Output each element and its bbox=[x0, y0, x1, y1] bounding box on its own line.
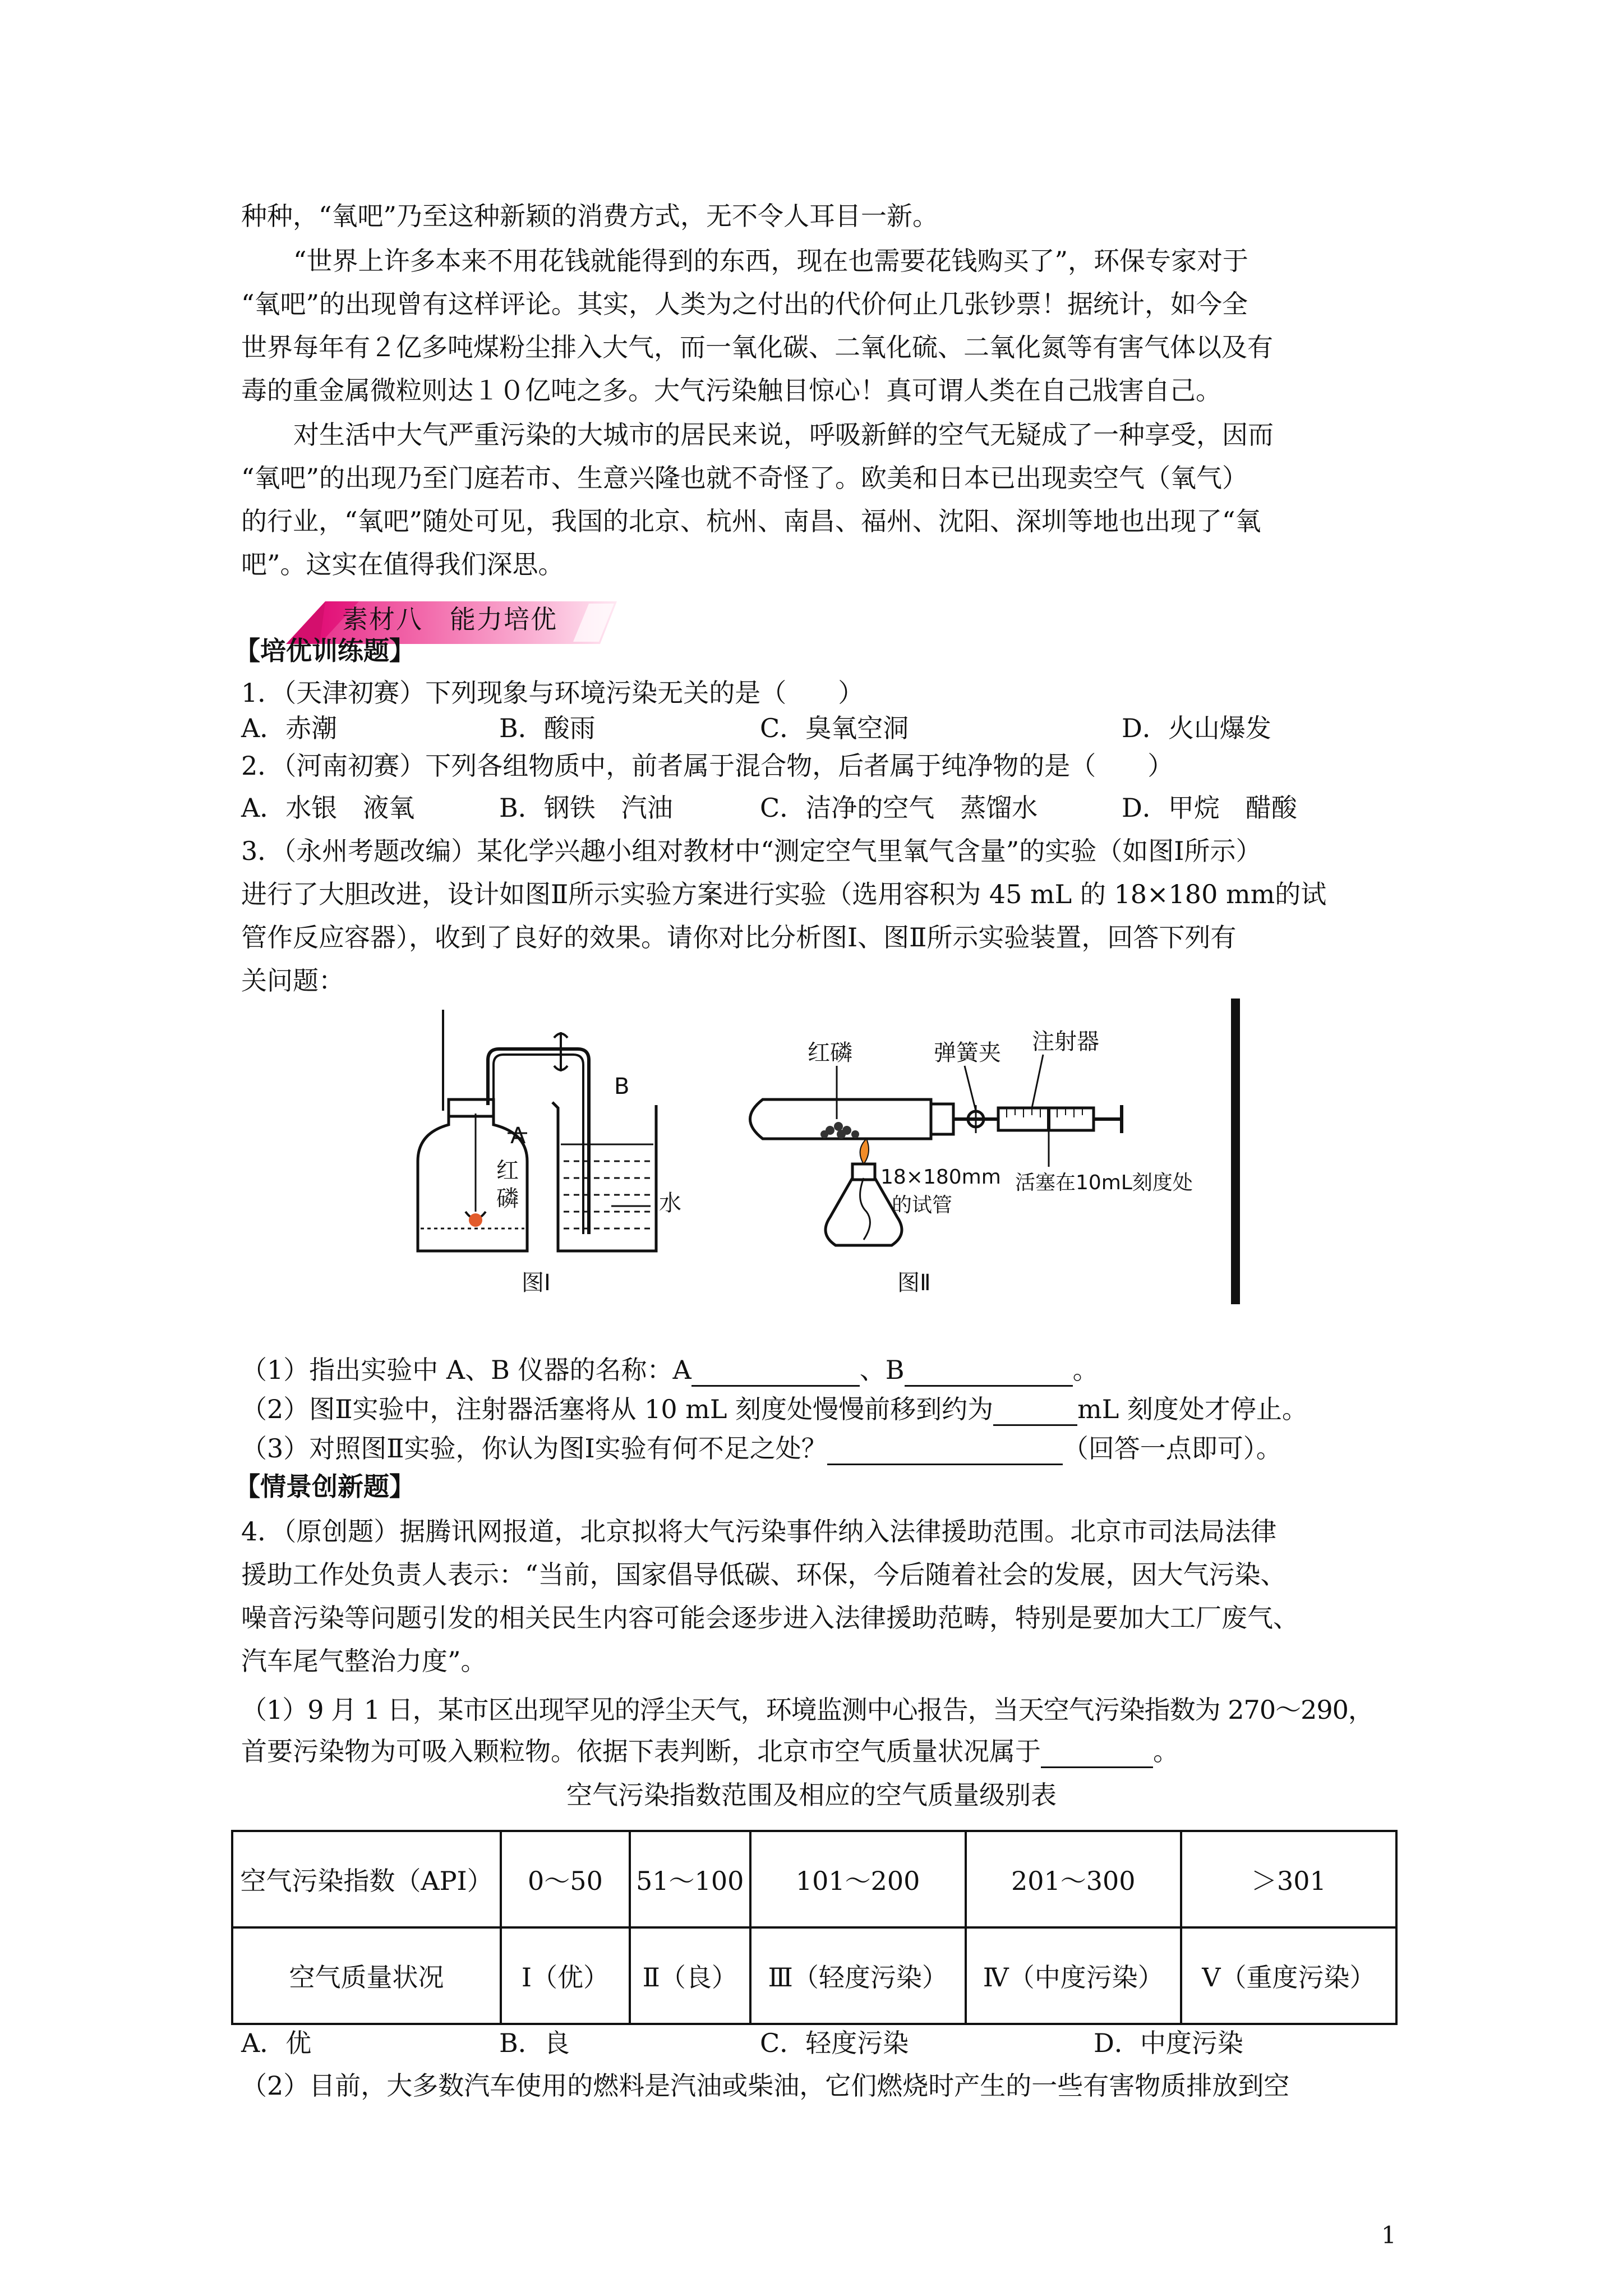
sub-question-1-line2: 首要污染物为可吸入颗粒物。依据下表判断，北京市空气质量状况属于 。 bbox=[241, 1734, 1179, 1768]
paragraph-line: 种种，“氧吧”乃至这种新颖的消费方式，无不令人耳目一新。 bbox=[241, 201, 939, 231]
syringe-icon bbox=[998, 1108, 1094, 1130]
paragraph-line: “氧吧”的出现曾有这样评论。其实，人类为之付出的代价何止几张钞票！据统计，如今全 bbox=[241, 289, 1248, 319]
label-syringe: 注射器 bbox=[1032, 1029, 1099, 1055]
paragraph-line: 的行业，“氧吧”随处可见，我国的北京、杭州、南昌、福州、沈阳、深圳等地也出现了“氧 bbox=[241, 506, 1261, 536]
paragraph-line: 吧”。这实在值得我们深思。 bbox=[241, 549, 564, 579]
option-d: D．甲烷 醋酸 bbox=[1122, 793, 1297, 823]
heading-training: 【培优训练题】 bbox=[234, 636, 415, 666]
option-b: B．钢铁 汽油 bbox=[499, 793, 673, 823]
table-cell: Ⅳ（中度污染） bbox=[966, 1927, 1181, 2024]
label-water: 水 bbox=[659, 1190, 681, 1216]
label-tube: 的试管 bbox=[892, 1194, 953, 1217]
option-c: C．臭氧空洞 bbox=[760, 713, 909, 743]
flame-icon bbox=[860, 1139, 869, 1164]
caption-figure-2: 图Ⅱ bbox=[897, 1270, 931, 1296]
option-b: B．酸雨 bbox=[499, 713, 596, 743]
option-d: D．中度污染 bbox=[1094, 2028, 1243, 2058]
binding-bar bbox=[1231, 999, 1240, 1304]
red-phosphorus-icon bbox=[469, 1213, 482, 1227]
table-row bbox=[232, 1831, 1396, 1927]
label-a: A bbox=[510, 1123, 526, 1149]
option-c: C．轻度污染 bbox=[760, 2028, 909, 2058]
answer-blank-b[interactable] bbox=[905, 1357, 1073, 1387]
option-d: D．火山爆发 bbox=[1122, 713, 1271, 743]
option-c: C．洁净的空气 蒸馏水 bbox=[760, 793, 1038, 823]
answer-blank-a[interactable] bbox=[691, 1357, 860, 1387]
paragraph-line: 毒的重金属微粒则达１０亿吨之多。大气污染触目惊心！真可谓人类在自己戕害自己。 bbox=[241, 375, 1221, 406]
table-cell: 空气质量状况 bbox=[232, 1927, 501, 2024]
option-a: A．赤潮 bbox=[241, 713, 338, 743]
answer-blank-ml[interactable] bbox=[993, 1396, 1077, 1426]
question-stem: 1．（天津初赛）下列现象与环境污染无关的是（ ） bbox=[241, 678, 864, 708]
sub-question-2: （2）图Ⅱ实验中，注射器活塞将从 10 mL 刻度处慢慢前移到约为 mL 刻度处才停止。 bbox=[241, 1392, 1308, 1426]
table-cell: Ⅲ（轻度污染） bbox=[750, 1927, 966, 2024]
label-red-phosphorus: 红磷 bbox=[808, 1040, 852, 1066]
question-stem: 3．（永州考题改编）某化学兴趣小组对教材中“测定空气里氧气含量”的实验（如图Ⅰ所示） bbox=[241, 836, 1262, 866]
question-stem: 援助工作处负责人表示：“当前，国家倡导低碳、环保，今后随着社会的发展，因大气污染、 bbox=[241, 1559, 1287, 1590]
label-b: B bbox=[614, 1074, 630, 1099]
table-cell: ＞301 bbox=[1181, 1831, 1396, 1927]
question-stem: 关问题： bbox=[241, 965, 344, 996]
table-cell: 101～200 bbox=[750, 1831, 966, 1927]
table-cell: 0～50 bbox=[501, 1831, 630, 1927]
sub-question-3: （3）对照图Ⅱ实验，你认为图Ⅰ实验有何不足之处？ （回答一点即可）。 bbox=[241, 1432, 1282, 1465]
caption-figure-1: 图Ⅰ bbox=[522, 1270, 551, 1296]
table-cell: Ⅰ（优） bbox=[501, 1927, 630, 2024]
question-stem: 2．（河南初赛）下列各组物质中，前者属于混合物，后者属于纯净物的是（ ） bbox=[241, 751, 1174, 781]
question-stem: 进行了大胆改进，设计如图Ⅱ所示实验方案进行实验（选用容积为 45 mL 的 18×180 mm的试 bbox=[241, 879, 1327, 909]
label-piston: 活塞在10mL刻度处 bbox=[1015, 1171, 1193, 1194]
table-row bbox=[232, 1927, 1396, 2024]
question-stem: 4．（原创题）据腾讯网报道，北京拟将大气污染事件纳入法律援助范围。北京市司法局法律 bbox=[241, 1516, 1277, 1547]
label-tube-size: 18×180mm bbox=[880, 1166, 1001, 1189]
section-label: 素材八 能力培优 bbox=[342, 604, 557, 634]
option-a: A．优 bbox=[241, 2028, 312, 2058]
experiment-figure bbox=[393, 999, 1267, 1313]
paragraph-line: “世界上许多本来不用花钱就能得到的东西，现在也需要花钱购买了”，环保专家对于 bbox=[293, 246, 1249, 276]
question-stem: 汽车尾气整治力度”。 bbox=[241, 1646, 487, 1676]
paragraph-line: 世界每年有２亿多吨煤粉尘排入大气，而一氧化碳、二氧化硫、二氧化氮等有害气体以及有 bbox=[241, 332, 1273, 362]
table-cell: 201～300 bbox=[966, 1831, 1181, 1927]
table-cell: Ⅴ（重度污染） bbox=[1181, 1927, 1396, 2024]
answer-blank-quality[interactable] bbox=[1041, 1738, 1153, 1768]
page-number: 1 bbox=[1381, 2221, 1396, 2249]
sub-question-1: （1）指出实验中 A、B 仪器的名称：A 、B 。 bbox=[241, 1353, 1099, 1387]
option-b: B．良 bbox=[499, 2028, 570, 2058]
table-cell: 51～100 bbox=[630, 1831, 750, 1927]
question-stem: 管作反应容器），收到了良好的效果。请你对比分析图Ⅰ、图Ⅱ所示实验装置，回答下列有 bbox=[241, 922, 1237, 953]
sub-question-1: （1）9 月 1 日，某市区出现罕见的浮尘天气，环境监测中心报告，当天空气污染指数为 270～290， bbox=[241, 1695, 1373, 1725]
clamp-icon bbox=[554, 1032, 568, 1071]
paragraph-line: “氧吧”的出现乃至门庭若市、生意兴隆也就不奇怪了。欧美和日本已出现卖空气（氧气） bbox=[241, 463, 1248, 493]
answer-blank-deficiency[interactable] bbox=[827, 1435, 1063, 1465]
sub-question-2: （2）目前，大多数汽车使用的燃料是汽油或柴油，它们燃烧时产生的一些有害物质排放到空 bbox=[241, 2070, 1290, 2101]
label-phosphorus: 磷 bbox=[496, 1186, 519, 1212]
table-cell: 空气污染指数（API） bbox=[232, 1831, 501, 1927]
label-spring-clamp: 弹簧夹 bbox=[934, 1040, 1001, 1066]
paragraph-line: 对生活中大气严重污染的大城市的居民来说，呼吸新鲜的空气无疑成了一种享受，因而 bbox=[293, 420, 1274, 450]
label-red: 红 bbox=[496, 1158, 519, 1184]
heading-innovation: 【情景创新题】 bbox=[234, 1471, 415, 1502]
table-title: 空气污染指数范围及相应的空气质量级别表 bbox=[566, 1780, 1057, 1810]
api-table bbox=[231, 1830, 1398, 2025]
question-stem: 噪音污染等问题引发的相关民生内容可能会逐步进入法律援助范畴，特别是要加大工厂废气、 bbox=[241, 1603, 1299, 1633]
option-a: A．水银 液氧 bbox=[241, 793, 415, 823]
table-cell: Ⅱ（良） bbox=[630, 1927, 750, 2024]
